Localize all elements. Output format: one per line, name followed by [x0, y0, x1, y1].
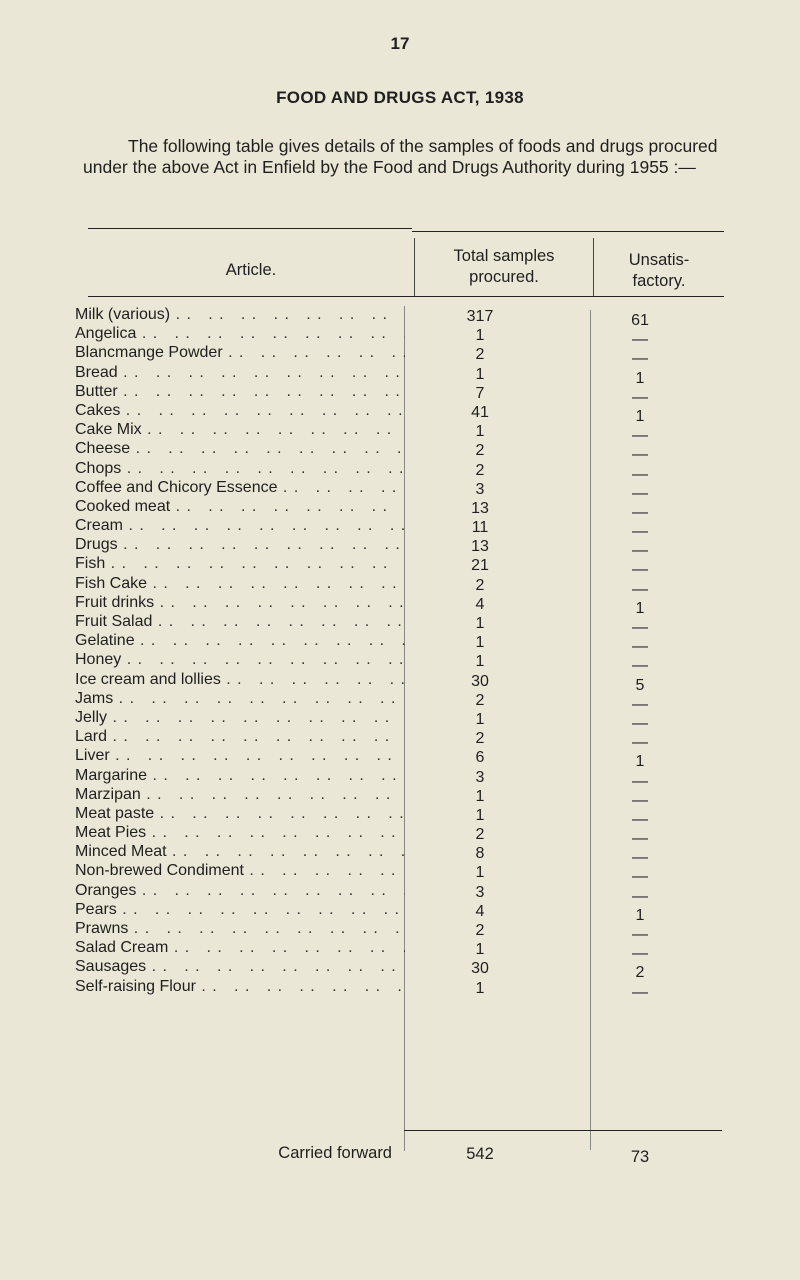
total-cell: 3: [475, 883, 485, 901]
table-row: [0, 593, 800, 617]
total-cell: 2: [475, 461, 485, 479]
total-cell: 1: [475, 634, 485, 652]
column-header-total-line1: Total samples: [453, 247, 555, 265]
article-cell: Drugs . .: [75, 535, 405, 554]
total-cell: 317: [466, 308, 494, 325]
unsatisfactory-cell: —: [632, 887, 648, 905]
carried-forward-label: Carried forward: [278, 1144, 392, 1162]
table-top-rule: [88, 228, 412, 229]
article-cell: Salad Cream . .: [75, 938, 405, 957]
total-cell: 3: [475, 768, 485, 786]
table-row: [0, 785, 800, 809]
total-cell: 41: [471, 403, 489, 421]
column-header-article: Article.: [225, 261, 277, 279]
column-header-unsatisfactory: [593, 250, 725, 292]
unsatisfactory-cell: —: [632, 465, 648, 483]
unsatisfactory-cell: —: [632, 945, 648, 963]
column-header-unsat-line1: Unsatis-: [628, 251, 690, 269]
article-cell: Jams . .: [75, 689, 405, 708]
table-row: [0, 535, 800, 560]
unsatisfactory-cell: —: [632, 619, 648, 636]
article-cell: Fruit Salad . .: [75, 612, 405, 631]
table-top-rule-2: [412, 231, 724, 232]
article-cell: Margarine . .: [75, 766, 405, 785]
table-row: [0, 650, 800, 675]
column-header-total: [414, 246, 594, 288]
total-cell: 1: [475, 653, 485, 671]
article-cell: Self-raising Flour . .: [75, 977, 405, 996]
unsatisfactory-cell: —: [632, 446, 648, 464]
table-row: [0, 861, 800, 886]
table-row: [0, 459, 800, 483]
unsatisfactory-cell: —: [632, 734, 648, 752]
page-title: FOOD AND DRUGS ACT, 1938: [276, 88, 524, 107]
unsatisfactory-cell: —: [632, 427, 648, 445]
samples-table-body: [0, 305, 800, 1001]
total-cell: 1: [475, 941, 485, 959]
article-cell: Jelly . .: [75, 708, 405, 727]
total-cell: 11: [471, 519, 489, 537]
total-cell: 2: [475, 442, 485, 460]
total-cell: 1: [475, 423, 485, 441]
table-row: [0, 420, 800, 445]
unsatisfactory-cell: 1: [635, 753, 645, 771]
table-row: [0, 977, 800, 1001]
unsatisfactory-cell: —: [632, 638, 648, 656]
total-cell: 21: [471, 557, 489, 575]
unsatisfactory-cell: 1: [635, 369, 645, 387]
total-cell: 1: [475, 787, 485, 805]
total-cell: 1: [475, 710, 485, 728]
unsatisfactory-cell: —: [632, 657, 648, 675]
total-cell: 13: [471, 499, 489, 517]
unsatisfactory-cell: —: [632, 350, 648, 368]
unsatisfactory-cell: —: [632, 331, 648, 349]
unsatisfactory-cell: —: [632, 791, 648, 809]
table-row: [0, 612, 800, 636]
article-cell: Bread . .: [75, 363, 405, 382]
carried-forward-unsatisfactory: 73: [630, 1148, 650, 1166]
unsatisfactory-cell: 1: [635, 599, 645, 617]
article-cell: Non-brewed Condiment . .: [75, 861, 405, 880]
article-cell: Pears . .: [75, 900, 405, 919]
article-cell: Milk (various) . .: [75, 305, 405, 324]
unsatisfactory-cell: 5: [635, 676, 645, 694]
table-row: [0, 708, 800, 732]
table-row: [0, 324, 800, 349]
table-row: [0, 343, 800, 368]
total-cell: 1: [475, 979, 485, 997]
article-cell: Liver . .: [75, 746, 405, 765]
unsatisfactory-cell: —: [632, 695, 648, 713]
article-cell: Cooked meat . .: [75, 497, 405, 516]
total-cell: 1: [475, 327, 485, 345]
article-cell: Chops . .: [75, 459, 405, 478]
header-bottom-rule: [88, 296, 724, 297]
total-cell: 6: [475, 749, 485, 767]
table-row: [0, 823, 800, 848]
table-row: [0, 727, 800, 752]
article-cell: Fruit drinks . .: [75, 593, 405, 612]
article-cell: Honey . .: [75, 650, 405, 669]
article-cell: Lard . .: [75, 727, 405, 746]
article-cell: Marzipan . .: [75, 785, 405, 804]
unsatisfactory-cell: —: [632, 868, 648, 886]
total-cell: 30: [471, 960, 489, 978]
table-row: [0, 881, 800, 905]
total-cell: 2: [475, 922, 485, 939]
unsatisfactory-cell: —: [632, 580, 648, 598]
article-cell: Fish Cake . .: [75, 574, 405, 593]
total-cell: 1: [475, 806, 485, 824]
unsatisfactory-cell: —: [632, 523, 648, 541]
article-cell: Cream . .: [75, 516, 405, 535]
total-cell: 4: [475, 595, 485, 613]
unsatisfactory-cell: 1: [635, 407, 645, 425]
article-cell: Minced Meat . .: [75, 842, 405, 861]
unsatisfactory-cell: —: [632, 830, 648, 848]
table-row: [0, 957, 800, 982]
total-cell: 2: [475, 346, 485, 364]
table-row: [0, 382, 800, 406]
total-cell: 1: [475, 864, 485, 882]
unsatisfactory-cell: —: [632, 503, 648, 521]
table-row: [0, 746, 800, 771]
unsatisfactory-cell: —: [632, 484, 648, 502]
table-row: [0, 439, 800, 464]
table-row: [0, 516, 800, 541]
article-cell: Cake Mix . .: [75, 420, 405, 439]
article-cell: Cheese . .: [75, 439, 405, 458]
unsatisfactory-cell: —: [632, 983, 648, 1001]
unsatisfactory-cell: —: [632, 926, 648, 943]
article-cell: Cakes . .: [75, 401, 405, 420]
table-row: [0, 478, 800, 502]
unsatisfactory-cell: —: [632, 542, 648, 560]
article-cell: Prawns . .: [75, 919, 405, 938]
unsatisfactory-cell: 61: [631, 312, 649, 329]
total-cell: 2: [475, 826, 485, 844]
table-row: [0, 804, 800, 828]
total-cell: 4: [475, 902, 485, 920]
article-cell: Meat Pies . .: [75, 823, 405, 842]
total-cell: 7: [475, 384, 485, 402]
total-cell: 30: [471, 672, 489, 690]
table-row: [0, 900, 800, 924]
table-row: [0, 670, 800, 694]
total-cell: 1: [475, 615, 485, 632]
intro-paragraph: The following table gives details of the samples of foods and drugs procured under the above Act in Enfield by the Food and Drugs Authority during 1955 :—: [83, 136, 718, 177]
carried-forward-rule: [404, 1130, 722, 1131]
table-row: [0, 363, 800, 387]
table-row: [0, 842, 800, 867]
article-cell: Ice cream and lollies . .: [75, 670, 405, 689]
unsatisfactory-cell: —: [632, 849, 648, 867]
total-cell: 13: [471, 538, 489, 556]
table-row: [0, 919, 800, 943]
article-cell: Oranges . .: [75, 881, 405, 900]
unsatisfactory-cell: —: [632, 810, 648, 828]
unsatisfactory-cell: —: [632, 388, 648, 406]
table-row: [0, 938, 800, 963]
article-cell: Meat paste . .: [75, 804, 405, 823]
unsatisfactory-cell: 1: [635, 906, 645, 924]
carried-forward-total: 542: [466, 1145, 494, 1163]
table-row: [0, 689, 800, 713]
article-cell: Butter . .: [75, 382, 405, 401]
table-row: [0, 631, 800, 656]
unsatisfactory-cell: 2: [635, 964, 645, 982]
page-number: 17: [390, 34, 410, 53]
total-cell: 1: [475, 365, 485, 383]
article-cell: Gelatine . .: [75, 631, 405, 650]
table-row: [0, 497, 800, 521]
column-header-unsat-line2: factory.: [632, 272, 686, 290]
total-cell: 2: [475, 730, 485, 748]
article-cell: Blancmange Powder . .: [75, 343, 405, 362]
article-cell: Fish . .: [75, 554, 405, 573]
table-row: [0, 554, 800, 579]
table-row: [0, 305, 800, 329]
unsatisfactory-cell: —: [632, 714, 648, 732]
column-header-total-line2: procured.: [469, 268, 539, 286]
unsatisfactory-cell: —: [632, 561, 648, 579]
article-cell: Angelica . .: [75, 324, 405, 343]
total-cell: 2: [475, 691, 485, 709]
total-cell: 3: [475, 480, 485, 498]
article-cell: Coffee and Chicory Essence . .: [75, 478, 405, 497]
table-row: [0, 574, 800, 598]
article-cell: Sausages . .: [75, 957, 405, 976]
total-cell: 2: [475, 576, 485, 594]
unsatisfactory-cell: —: [632, 772, 648, 790]
table-row: [0, 766, 800, 790]
table-row: [0, 401, 800, 425]
total-cell: 8: [475, 845, 485, 863]
